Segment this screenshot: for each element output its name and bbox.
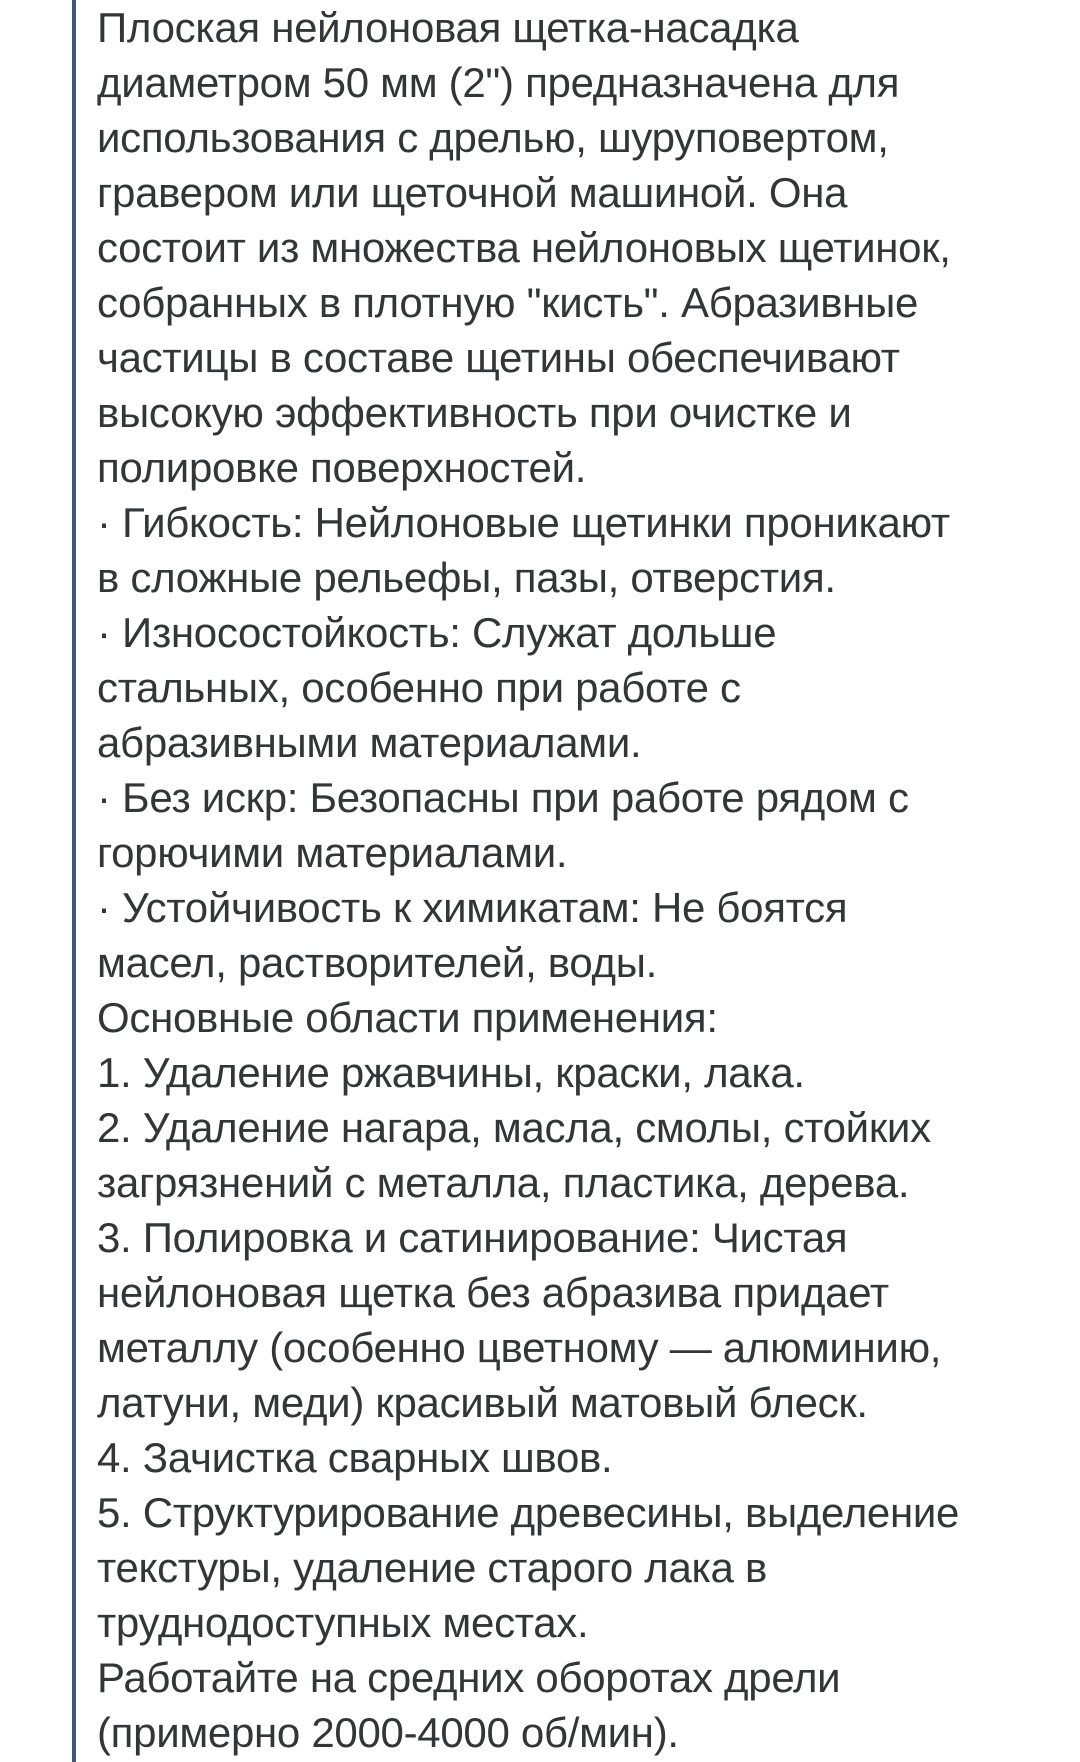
description-line: собранных в плотную "кисть". Абразивные [97,279,919,326]
description-line: гравером или щеточной машиной. Она [97,169,848,216]
description-line: Плоская нейлоновая щетка-насадка [97,4,799,51]
description-line: использования с дрелью, шуруповертом, [97,114,889,161]
description-line: латуни, меди) красивый матовый блеск. [97,1379,868,1426]
description-line: 5. Структурирование древесины, выделение [97,1489,960,1536]
description-line: труднодоступных местах. [97,1599,589,1646]
description-line: горючими материалами. [97,829,568,876]
description-line: Работайте на средних оборотах дрели [97,1654,841,1701]
description-line: стальных, особенно при работе с [97,664,741,711]
description-line: частицы в составе щетины обеспечивают [97,334,900,381]
description-line: · Износостойкость: Служат дольше [97,609,777,656]
description-line: высокую эффективность при очистке и [97,389,852,436]
description-line: 1. Удаление ржавчины, краски, лака. [97,1049,805,1096]
description-line: · Гибкость: Нейлоновые щетинки проникают [97,499,950,546]
description-line: 2. Удаление нагара, масла, смолы, стойких [97,1104,931,1151]
description-line: · Устойчивость к химикатам: Не боятся [97,884,848,931]
description-line: (примерно 2000-4000 об/мин). [97,1709,679,1756]
description-line: металлу (особенно цветному — алюминию, [97,1324,942,1371]
quote-bar [72,0,76,1762]
description-line: текстуры, удаление старого лака в [97,1544,767,1591]
description-line: · Без искр: Безопасны при работе рядом с [97,774,909,821]
description-line: 3. Полировка и сатинирование: Чистая [97,1214,848,1261]
description-line: абразивными материалами. [97,719,642,766]
description-line: состоит из множества нейлоновых щетинок, [97,224,951,271]
description-line: нейлоновая щетка без абразива придает [97,1269,889,1316]
description-line: 4. Зачистка сварных швов. [97,1434,613,1481]
product-description-text [97,0,1070,1760]
description-line: загрязнений с металла, пластика, дерева. [97,1159,910,1206]
description-line: диаметром 50 мм (2") предназначена для [97,59,900,106]
description-line: масел, растворителей, воды. [97,939,657,986]
description-line: полировке поверхностей. [97,444,587,491]
description-line: в сложные рельефы, пазы, отверстия. [97,554,836,601]
description-line: Основные области применения: [97,994,718,1041]
